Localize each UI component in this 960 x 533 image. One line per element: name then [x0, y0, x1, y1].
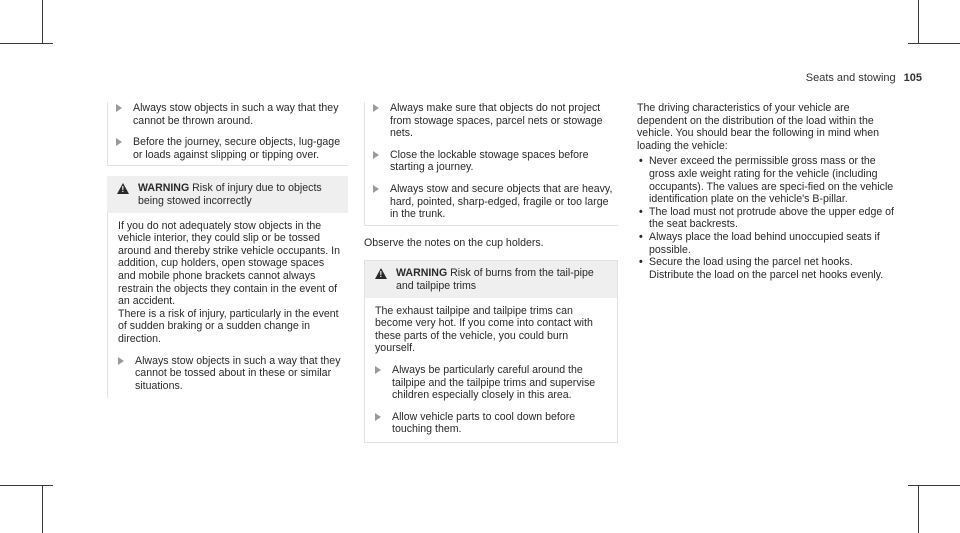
- column-1: [107, 102, 348, 398]
- warning-body: [107, 213, 348, 399]
- crop-mark: [908, 485, 960, 486]
- warning-paragraph: The exhaust tailpipe and tailpipe trims can become very hot. If you come into contact with these parts of the vehicle, you could burn yourself.: [375, 304, 593, 355]
- arrow-icon: [373, 104, 379, 112]
- list-item: Always make sure that objects do not project from stowage spaces, parcel nets or stowage nets.: [365, 102, 618, 140]
- arrow-icon: [375, 366, 381, 374]
- running-header: [806, 72, 922, 84]
- warning-box: [364, 260, 618, 443]
- list-item: Always be particularly careful around the tailpipe and the tailpipe trims and supervise children especially closely in this area.: [375, 364, 611, 402]
- warning-label: WARNING: [138, 182, 190, 195]
- tip-box: [364, 102, 618, 226]
- crop-mark: [0, 43, 53, 44]
- arrow-icon: [373, 151, 379, 159]
- list-item: Allow vehicle parts to cool down before touching them.: [375, 411, 611, 436]
- arrow-icon: [116, 138, 122, 146]
- section-title: Seats and stowing: [805, 72, 896, 84]
- intro-paragraph: The driving characteristics of your vehicle are dependent on the distribution of the load within the vehicle. You should bear the following in mind when loading the vehicle:: [637, 102, 880, 152]
- observe-note: Observe the notes on the cup holders.: [364, 236, 544, 249]
- warning-title: Risk of burns from the tail-pipe and tailpipe trims: [396, 267, 594, 292]
- list-item: • The load must not protrude above the upper edge of the seat backrests.: [639, 205, 895, 231]
- crop-mark: [918, 0, 919, 44]
- warning-header: [107, 176, 348, 212]
- list-item: Close the lockable stowage spaces before starting a journey.: [365, 149, 618, 174]
- tip-box: [107, 102, 348, 166]
- bullet-dot-icon: •: [639, 256, 643, 269]
- warning-label: WARNING: [396, 267, 448, 280]
- warning-title: Risk of injury due to objects being stowed incorrectly: [138, 182, 322, 207]
- crop-mark: [42, 485, 43, 533]
- crop-mark: [918, 485, 919, 533]
- warning-header: [365, 261, 617, 297]
- list-item: • Never exceed the permissible gross mass or the gross axle weight rating for the vehicle (including occupants). The values are speci-fied on the vehicle identification plate on the vehicle's B-pillar.: [639, 155, 894, 206]
- arrow-icon: [118, 357, 124, 365]
- list-item: Always stow objects in such a way that they cannot be thrown around.: [108, 102, 348, 127]
- warning-icon: [117, 183, 129, 194]
- arrow-icon: [373, 185, 379, 193]
- column-2: [364, 102, 618, 443]
- bullet-dot-icon: •: [639, 230, 643, 243]
- list-item: • Always place the load behind unoccupied seats if possible.: [639, 230, 880, 256]
- bullet-dot-icon: •: [639, 205, 643, 218]
- column-3: [637, 102, 899, 281]
- list-item: Before the journey, secure objects, lug-gage or loads against slipping or tipping over.: [108, 136, 348, 161]
- crop-mark: [908, 43, 960, 44]
- arrow-icon: [375, 413, 381, 421]
- warning-body: [365, 298, 617, 442]
- bullet-dot-icon: •: [639, 155, 643, 168]
- list-item: • Secure the load using the parcel net hooks. Distribute the load on the parcel net hooks evenly.: [639, 256, 884, 281]
- list-item: Always stow and secure objects that are heavy, hard, pointed, sharp-edged, fragile or too large in the trunk.: [365, 183, 618, 221]
- crop-mark: [0, 485, 53, 486]
- crop-mark: [42, 0, 43, 44]
- warning-paragraph: There is a risk of injury, particularly in the event of sudden braking or a sudden change in direction.: [118, 307, 339, 345]
- page-number: 105: [903, 72, 922, 84]
- warning-paragraph: If you do not adequately stow objects in the vehicle interior, they could slip or be tossed around and thereby strike vehicle occupants. In addition, cup holders, open stowage spaces and mobile phone brackets cannot always restrain the objects they contain in the event of an accident.: [118, 219, 341, 308]
- warning-icon: [375, 268, 387, 279]
- warning-box: [107, 176, 348, 398]
- arrow-icon: [116, 104, 122, 112]
- list-item: Always stow objects in such a way that they cannot be tossed about in these or similar situations.: [118, 355, 342, 393]
